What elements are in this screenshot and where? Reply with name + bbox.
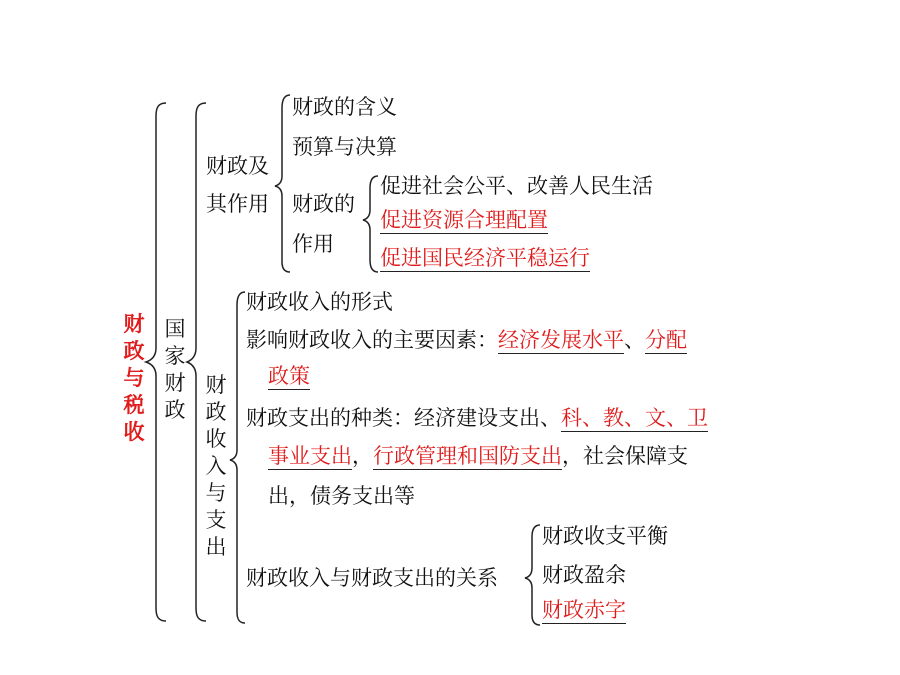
relations-brace: [525, 525, 540, 625]
relation-deficit: 财政赤字: [542, 598, 626, 622]
role-label-line1: 财政的: [292, 192, 355, 216]
relation-balance: 财政收支平衡: [542, 524, 668, 548]
role-3: 促进国民经济平稳运行: [380, 246, 590, 270]
expenditure-line2: [268, 444, 688, 468]
role-2: 促进资源合理配置: [380, 208, 548, 232]
factor-policy-part2: 政策: [268, 364, 310, 388]
expenditure-line1: [246, 406, 708, 430]
relation-surplus: 财政盈余: [542, 563, 626, 587]
factors-prefix: 影响财政收入的主要因素：: [246, 328, 498, 352]
expenditure-line3: 出，债务支出等: [268, 484, 415, 508]
branch-a-brace: [275, 95, 290, 272]
exp-rest1: ，社会保障支: [562, 444, 688, 468]
role-label-line2: 作用: [292, 232, 334, 256]
item-budget: 预算与决算: [292, 135, 397, 159]
factor-economy: 经济发展水平: [498, 328, 624, 352]
relation-label: 财政收入与财政支出的关系: [246, 566, 498, 590]
exp-prefix: 财政支出的种类：经济建设支出、: [246, 406, 561, 430]
exp-culture-part1: 科、教、文、卫: [561, 406, 708, 430]
exp-admin-defense: 行政管理和国防支出: [373, 444, 562, 468]
exp-comma: ，: [352, 444, 373, 468]
level1-label: 国家财政: [164, 317, 186, 422]
branch-a-label-line1: 财政及: [206, 154, 269, 178]
branch-a-label-line2: 其作用: [206, 192, 269, 216]
branch-b-label: 财政收入与支出: [205, 373, 227, 559]
root-label: 财政与税收: [123, 311, 145, 444]
factor-sep: 、: [624, 328, 645, 352]
branch-b-brace: [230, 292, 245, 623]
item-meaning: 财政的含义: [292, 95, 397, 119]
factor-policy-part1: 分配: [645, 328, 687, 352]
exp-culture-part2: 事业支出: [268, 444, 352, 468]
factors-line: [246, 328, 687, 352]
role-1: 促进社会公平、改善人民生活: [380, 174, 653, 198]
income-forms: 财政收入的形式: [246, 290, 393, 314]
roles-brace: [363, 176, 378, 272]
